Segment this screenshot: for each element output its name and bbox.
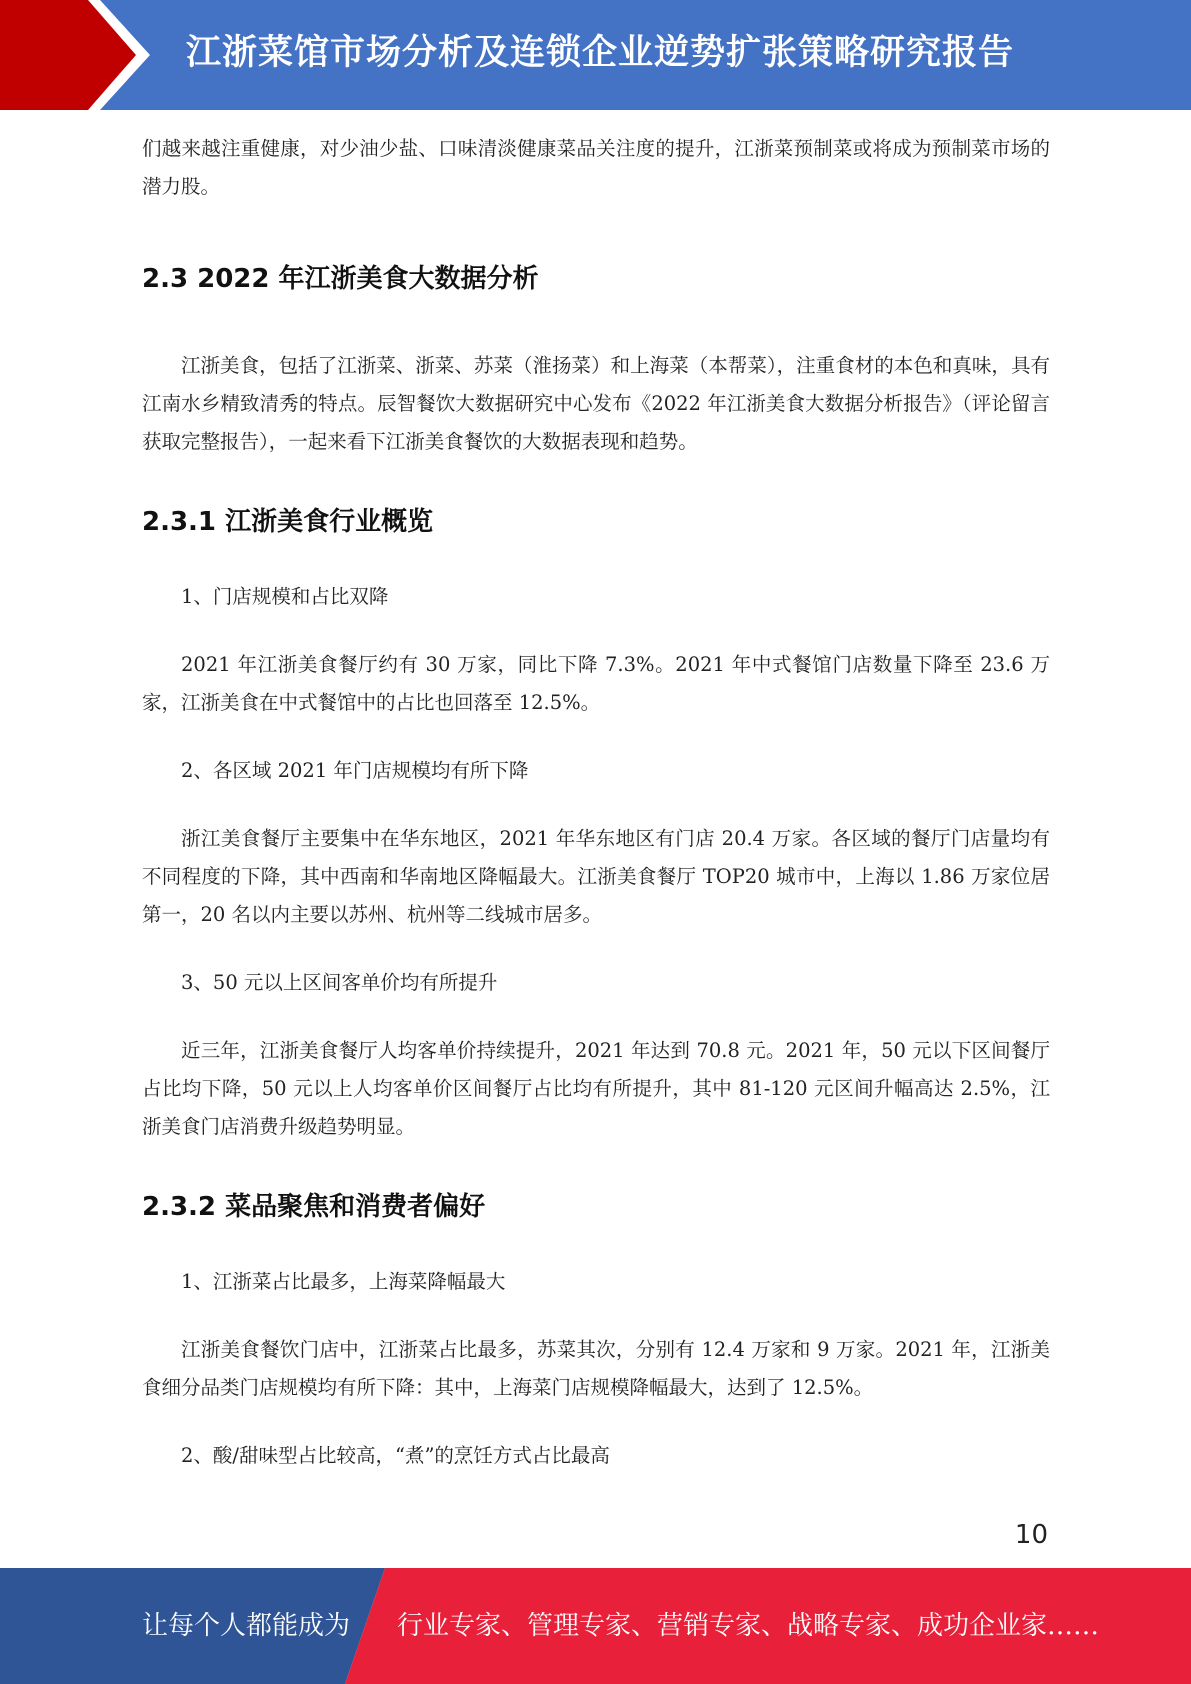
footer-slogan-right: 行业专家、管理专家、营销专家、战略专家、成功企业家…… (397, 1611, 1100, 1641)
report-title: 江浙菜馆市场分析及连锁企业逆势扩张策略研究报告 (186, 33, 1015, 73)
paragraph: 近三年，江浙美食餐厅人均客单价持续提升，2021 年达到 70.8 元。2021 年，50 元以下区间餐厅占比均下降，50 元以上人均客单价区间餐厅占比均有所提升，其中 81-120 元区间升幅高达 2.5%，江浙美食门店消费升级趋势明显。 (142, 1039, 1050, 1138)
paragraph: 2021 年江浙美食餐厅约有 30 万家，同比下降 7.3%。2021 年中式餐馆门店数量下降至 23.6 万家，江浙美食在中式餐馆中的占比也回落至 12.5%。 (142, 653, 1050, 714)
list-item: 1、江浙菜占比最多，上海菜降幅最大 (181, 1270, 506, 1293)
page-number: 10 (1014, 1520, 1048, 1550)
list-item: 2、各区域 2021 年门店规模均有所下降 (181, 759, 529, 782)
subsection-heading: 2.3.1 江浙美食行业概览 (142, 507, 434, 537)
paragraph: 们越来越注重健康，对少油少盐、口味清淡健康菜品关注度的提升，江浙菜预制菜或将成为预制菜市场的潜力股。 (142, 137, 1050, 198)
paragraph: 江浙美食餐饮门店中，江浙菜占比最多，苏菜其次，分别有 12.4 万家和 9 万家。2021 年，江浙美食细分品类门店规模均有所下降：其中，上海菜门店规模降幅最大，达到了 12.5%。 (142, 1338, 1050, 1399)
list-item: 2、酸/甜味型占比较高，“煮”的烹饪方式占比最高 (181, 1444, 610, 1467)
list-item: 1、门店规模和占比双降 (181, 585, 389, 608)
page-footer (0, 1568, 1191, 1684)
paragraph: 浙江美食餐厅主要集中在华东地区，2021 年华东地区有门店 20.4 万家。各区域的餐厅门店量均有不同程度的下降，其中西南和华南地区降幅最大。江浙美食餐厅 TOP20 城市中，上海以 1.86 万家位居第一，20 名以内主要以苏州、杭州等二线城市居多。 (142, 827, 1050, 926)
page-header (0, 0, 1191, 110)
paragraph: 江浙美食，包括了江浙菜、浙菜、苏菜（淮扬菜）和上海菜（本帮菜），注重食材的本色和真味，具有江南水乡精致清秀的特点。辰智餐饮大数据研究中心发布《2022 年江浙美食大数据分析报告》（评论留言获取完整报告），一起来看下江浙美食餐饮的大数据表现和趋势。 (142, 354, 1050, 453)
page-content (142, 130, 1050, 1475)
list-item: 3、50 元以上区间客单价均有所提升 (181, 971, 498, 994)
section-heading: 2.3 2022 年江浙美食大数据分析 (142, 264, 539, 294)
footer-slogan-left: 让每个人都能成为 (142, 1611, 351, 1641)
subsection-heading: 2.3.2 菜品聚焦和消费者偏好 (142, 1192, 486, 1222)
